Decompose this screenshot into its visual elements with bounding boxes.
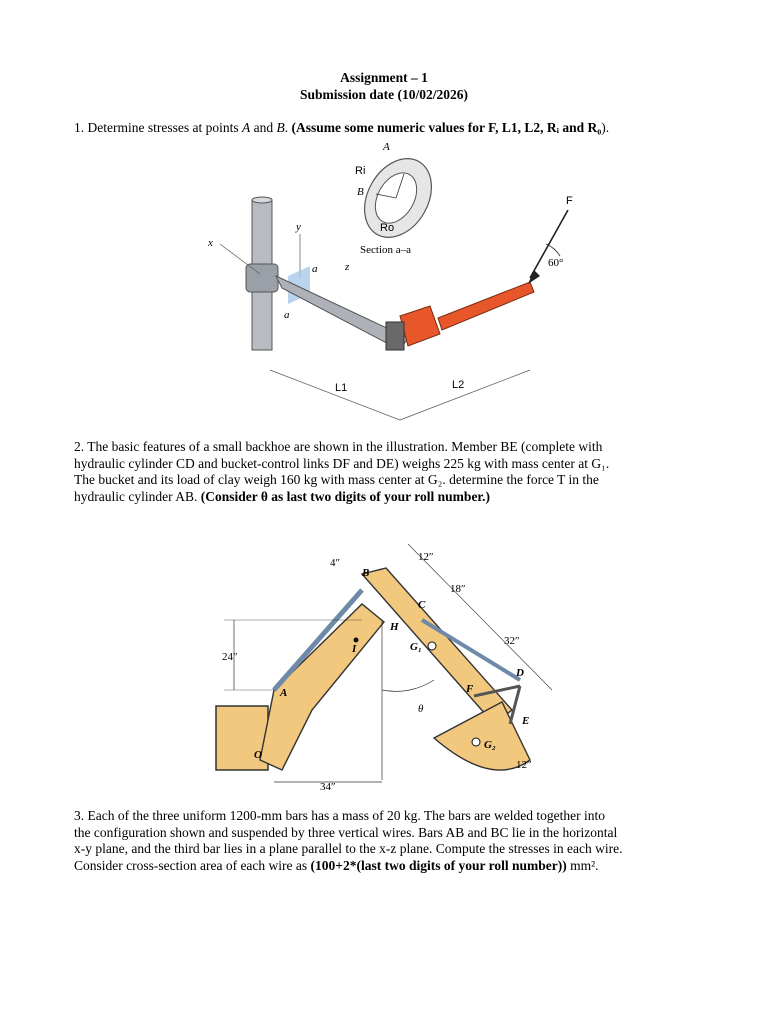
plane-label-a-bottom: a: [284, 309, 290, 321]
dim-L1: L1: [335, 382, 348, 394]
point-C: C: [418, 599, 426, 611]
backhoe-figure: [212, 540, 572, 800]
question-2: 2. The basic features of a small backhoe are shown in the illustration. Member BE (complete with hydraulic cylinder CD and bucket-control links DF and DE) weighs 225 kg with mass center at G₁. The bucket and its load of clay weigh 160 kg with mass center at G₂. determine the force T in the hydraulic cylinder AB. (Consider θ as last two digits of your roll number.): [74, 439, 610, 504]
point-D: D: [516, 667, 524, 679]
force-label-F: F: [566, 195, 573, 207]
submission-date: Submission date (10/02/2026): [299, 87, 469, 102]
question-1: 1. Determine stresses at points A and B. (Assume some numeric values for F, L1, L2, Rᵢ and R₀).: [74, 120, 610, 135]
vertical-pipe: [246, 197, 278, 350]
pipe-wrench-figure: [190, 138, 610, 428]
pipe-wrench: [386, 282, 534, 350]
dim-32: 32″: [504, 635, 520, 647]
angle-theta: θ: [418, 703, 424, 715]
dim-L2: L2: [452, 379, 465, 391]
axis-y: y: [296, 221, 301, 233]
point-H: H: [390, 621, 399, 633]
section-label-B: B: [357, 186, 364, 198]
stick-BE: [362, 568, 512, 724]
question-3: 3. Each of the three uniform 1200-mm bars has a mass of 20 kg. The bars are welded together into the configuration shown and suspended by three vertical wires. Bars AB and BC lie in the horizontal x-y plane, and the third bar lies in a plane parallel to the x-z plane. Compute the stresses in each wire. Consider cross-section area of each wire as (100+2*(last two digits of your roll number)) mm².: [74, 808, 623, 873]
dim-24: 24″: [222, 651, 238, 663]
dim-18: 18″: [450, 583, 466, 595]
dim-12-bottom: 12″: [516, 759, 532, 771]
point-I: I: [352, 643, 357, 655]
plane-label-a-top: a: [312, 263, 318, 275]
point-O: O: [254, 749, 262, 761]
angle-60: 60°: [548, 257, 564, 269]
point-B: B: [362, 567, 370, 579]
axis-x: x: [208, 237, 213, 249]
label-Ro: Ro: [380, 222, 395, 234]
dim-12-top: 12″: [418, 551, 434, 563]
dim-34: 34″: [320, 781, 336, 793]
point-F: F: [466, 683, 474, 695]
section-label-A: A: [383, 141, 390, 153]
assignment-title: Assignment – 1: [340, 70, 428, 85]
point-E: E: [522, 715, 530, 727]
section-ring: [351, 147, 445, 250]
label-Ri: Ri: [355, 165, 366, 177]
dim-4: 4″: [330, 557, 341, 569]
point-A: A: [280, 687, 288, 699]
point-G1: G₁: [410, 641, 422, 653]
axis-z: z: [345, 261, 350, 273]
link-DE: [510, 686, 520, 724]
point-G2: G₂: [484, 739, 496, 751]
section-caption: Section a–a: [360, 244, 412, 256]
